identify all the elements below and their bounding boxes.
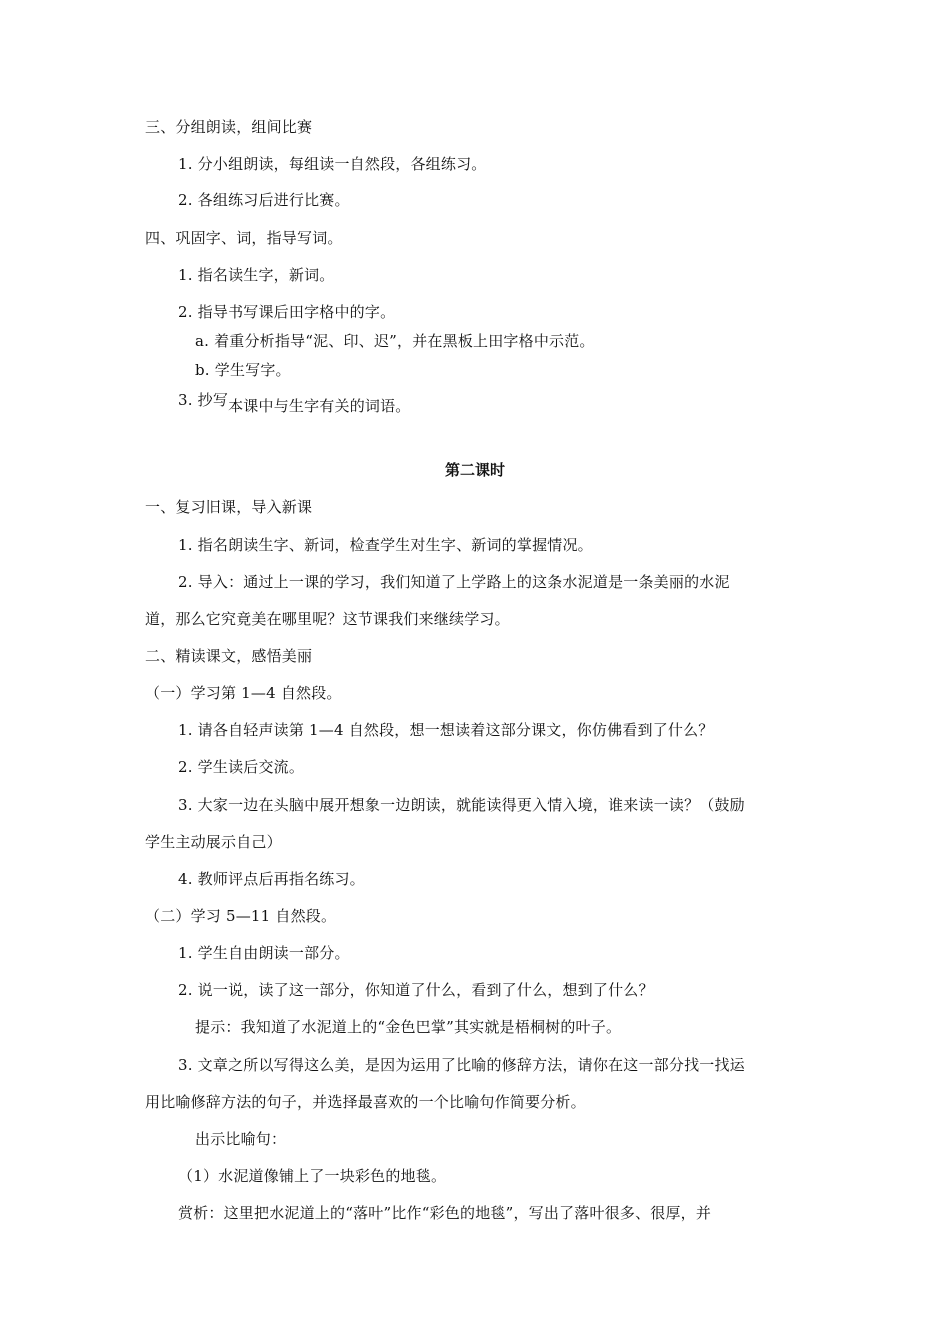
list-item: 3. 文章之所以写得这么美，是因为运用了比喻的修辞方法，请你在这一部分找一找运 [178,1056,745,1074]
section-heading-2: 二、精读课文，感悟美丽 [145,647,313,665]
section-heading-3: 三、分组朗读，组间比赛 [145,118,313,136]
sub-section-heading-2: （二）学习 5—11 自然段。 [145,907,337,925]
section-heading-4: 四、巩固字、词，指导写词。 [145,229,343,247]
list-item-prefix: 3. 抄写 [178,391,229,409]
list-item: 2. 说一说，读了这一部分，你知道了什么，看到了什么，想到了什么？ [178,981,654,999]
sub-list-item: b. 学生写字。 [195,361,291,379]
hint-text: 提示：我知道了水泥道上的“金色巴掌”其实就是梧桐树的叶子。 [195,1018,622,1036]
list-item: 1. 请各自轻声读第 1—4 自然段，想一想读着这部分课文，你仿佛看到了什么？ [178,721,714,739]
list-item [178,390,411,415]
list-item: 2. 导入：通过上一课的学习，我们知道了上学路上的这条水泥道是一条美丽的水泥 [178,573,730,591]
list-item: 1. 学生自由朗读一部分。 [178,944,350,962]
metaphor-sentence: （1）水泥道像铺上了一块彩色的地毯。 [178,1167,447,1185]
list-item: 2. 各组练习后进行比赛。 [178,191,350,209]
metaphor-intro: 出示比喻句： [195,1130,287,1148]
list-item: 2. 学生读后交流。 [178,758,305,776]
sub-list-item: a. 着重分析指导“泥、印、迟”，并在黑板上田字格中示范。 [195,332,595,350]
appreciation-text: 赏析：这里把水泥道上的“落叶”比作“彩色的地毯”，写出了落叶很多、很厚，并 [178,1204,712,1222]
list-item-continued: 用比喻修辞方法的句子，并选择最喜欢的一个比喻句作简要分析。 [145,1093,586,1111]
list-item: 4. 教师评点后再指名练习。 [178,870,365,888]
section-heading-1: 一、复习旧课，导入新课 [145,498,313,516]
list-item: 2. 指导书写课后田字格中的字。 [178,303,396,321]
list-item-continued: 道，那么它究竟美在哪里呢？这节课我们来继续学习。 [145,610,510,628]
list-item-rest: 本课中与生字有关的词语。 [228,397,411,415]
sub-section-heading-1: （一）学习第 1—4 自然段。 [145,684,342,702]
list-item: 1. 分小组朗读，每组读一自然段，各组练习。 [178,155,487,173]
list-item: 1. 指名朗读生字、新词，检查学生对生字、新词的掌握情况。 [178,536,593,554]
list-item: 3. 大家一边在头脑中展开想象一边朗读，就能读得更入情入境，谁来读一读？（鼓励 [178,796,745,814]
list-item-continued: 学生主动展示自己） [145,833,282,851]
list-item: 1. 指名读生字，新词。 [178,266,335,284]
page-title: 第二课时 [444,461,505,479]
